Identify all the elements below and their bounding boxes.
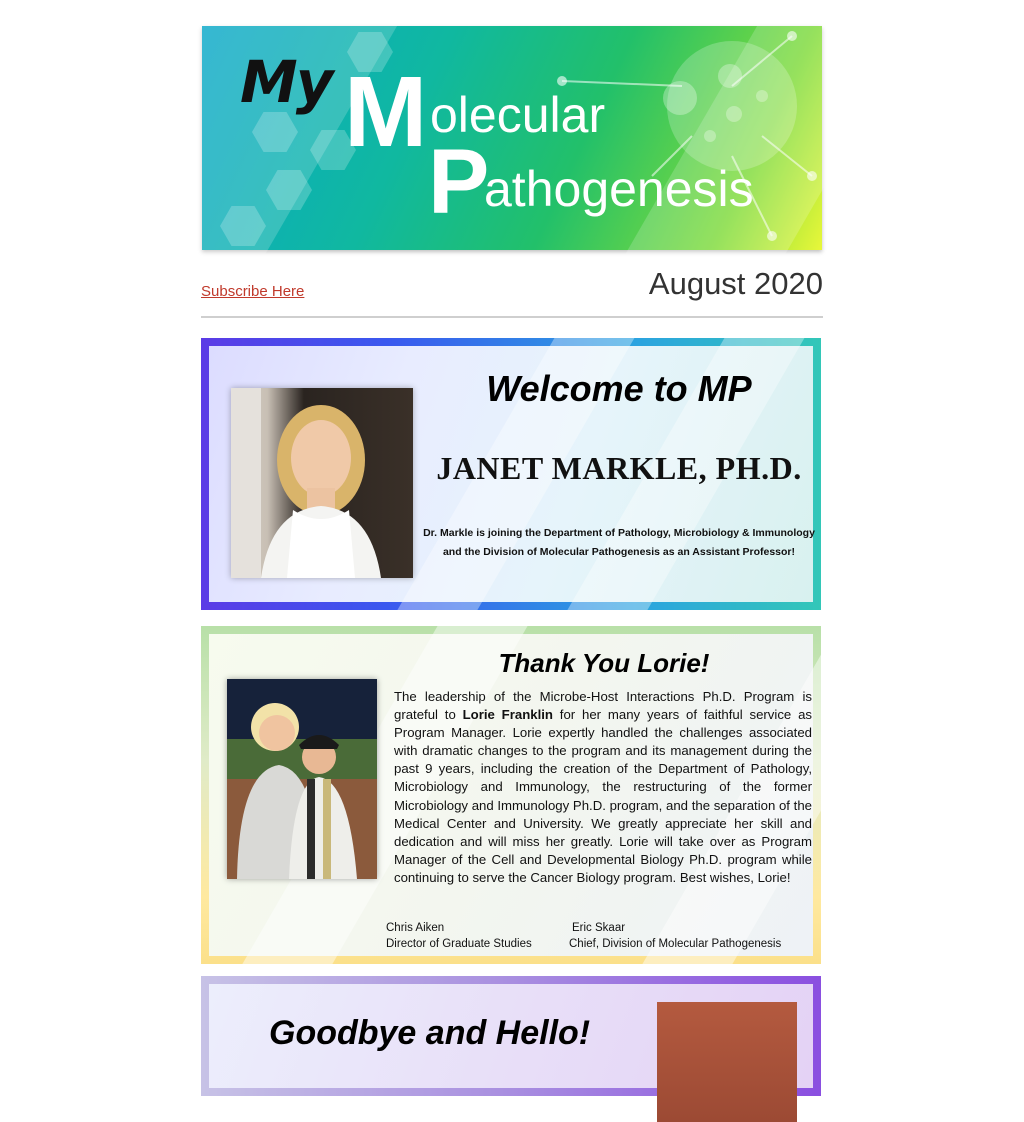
body-text: for her many years of faithful service as Program Manager. Lorie expertly handled the challenges associated with dramatic changes to the program and its management during the past 9 years, including the creation of the Department of Pathology, Microbiology and Immunology, the restructuring of the former Microbiology and Immunology Ph.D. program, and the separation of the Medical Center and University. We greatly appreciate her skill and dedication and will miss her greatly. Lorie will take over as Program Manager of the Cell and Developmental Biology Ph.D. program while continuing to serve the Cancer Biology program. Best wishes, Lorie! [394, 707, 813, 885]
goodbye-card [201, 976, 821, 1096]
issue-date: August 2020 [648, 266, 823, 301]
signer-name: Eric Skaar [572, 922, 626, 934]
banner-athogenesis-text: athogenesis [484, 161, 754, 217]
faculty-name: JANET MARKLE, PH.D. [436, 450, 802, 486]
goodbye-photo [657, 1002, 797, 1122]
thankyou-body [394, 688, 812, 887]
honoree-name: Lorie Franklin [462, 707, 553, 723]
welcome-card [201, 338, 821, 610]
body-text: The leadership of the Microbe-Host Interactions Ph.D. Program is grateful to [394, 689, 812, 723]
description-line: and the Division of Molecular Pathogenesis as an Assistant Professor! [442, 546, 796, 558]
group-photo-image [227, 679, 377, 879]
signer-name: Chris Aiken [386, 922, 445, 934]
divider [201, 316, 823, 318]
subscribe-link[interactable]: Subscribe Here [201, 283, 305, 300]
goodbye-title: Goodbye and Hello! [269, 1014, 591, 1052]
goodbye-card-inner [209, 984, 813, 1088]
banner-olecular-text: olecular [430, 87, 606, 143]
thankyou-title: Thank You Lorie! [498, 648, 710, 678]
signature-block [569, 920, 781, 952]
banner-m-letter: M [344, 56, 428, 168]
welcome-title: Welcome to MP [486, 368, 752, 409]
signer-title: Director of Graduate Studies [386, 938, 532, 950]
janet-markle-photo [231, 388, 413, 578]
newsletter-banner [202, 26, 822, 250]
banner-p-letter: P [428, 131, 490, 233]
signer-title: Chief, Division of Molecular Pathogenesis [569, 938, 782, 950]
thankyou-card-inner [209, 634, 813, 956]
lorie-franklin-photo [227, 679, 377, 879]
portrait-image [231, 388, 413, 578]
welcome-card-inner [209, 346, 813, 602]
description-line: Dr. Markle is joining the Department of Pathology, Microbiology & Immunology [423, 527, 815, 539]
signature-block [386, 920, 532, 952]
thankyou-card [201, 626, 821, 964]
banner-my-text: My [240, 48, 332, 116]
welcome-description [423, 524, 815, 562]
